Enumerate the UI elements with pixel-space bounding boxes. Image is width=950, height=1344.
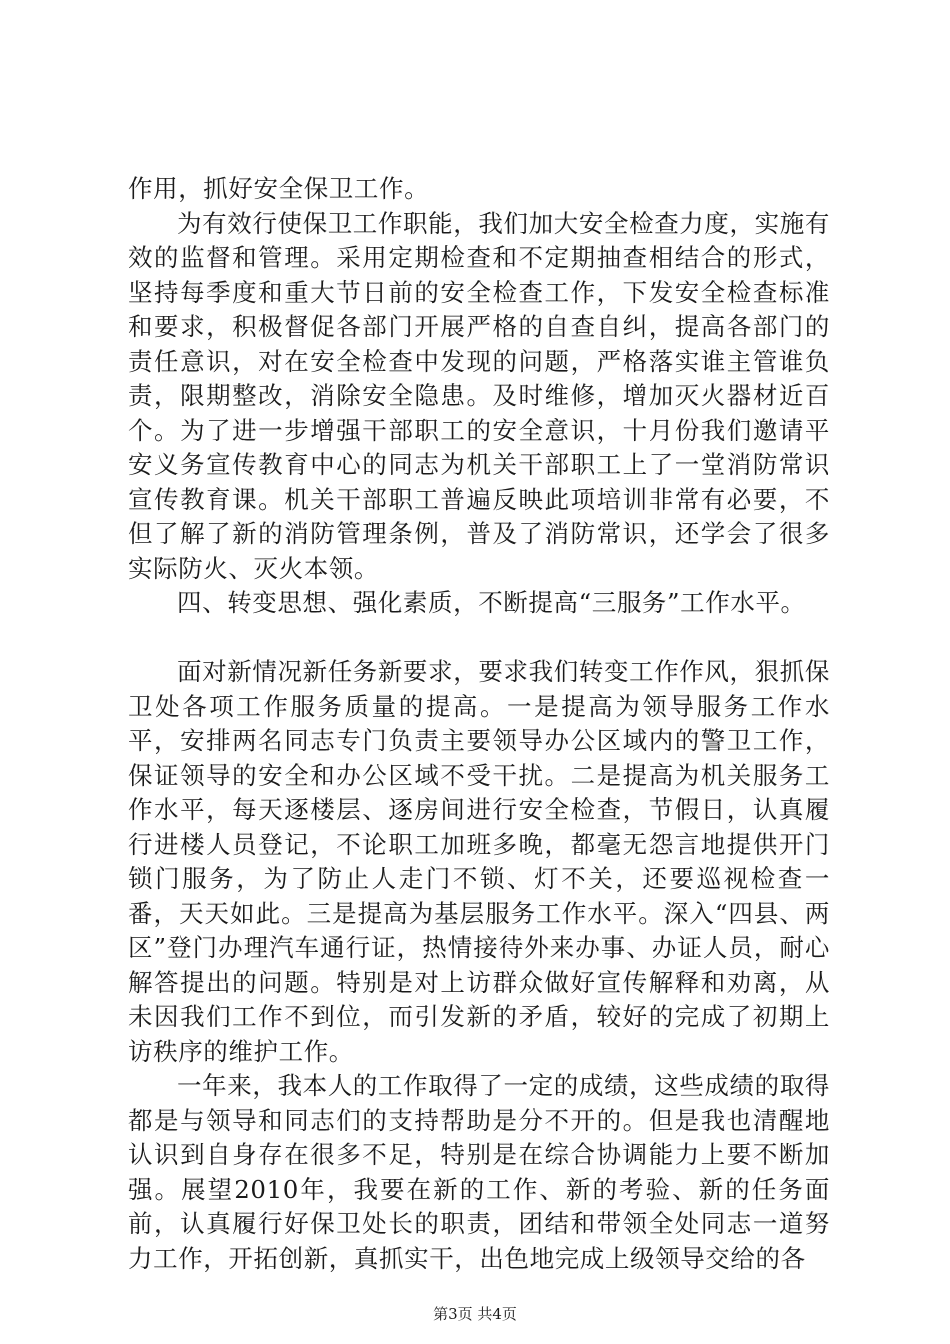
section-heading-four: 四、转变思想、强化素质，不断提高“三服务”工作水平。: [177, 588, 806, 617]
paragraph-safety-inspection: 为有效行使保卫工作职能，我们加大安全检查力度，实施有效的监督和管理。采用定期检查和不定期抽查相结合的形式，坚持每季度和重大节日前的安全检查工作，下发安全检查标准和要求，积极督促各部门开展严格的自查自纠，提高各部门的责任意识，对在安全检查中发现的问题，严格落实谁主管谁负责，限期整改，消除安全隐患。及时维修，增加灭火器材近百个。为了进一步增强干部职工的安全意识，十月份我们邀请平安义务宣传教育中心的同志为机关干部职工上了一堂消防常识宣传教育课。机关干部职工普遍反映此项培训非常有必要，不但了解了新的消防管理条例，普及了消防常识，还学会了很多实际防火、灭火本领。: [128, 208, 830, 583]
paragraph-year-summary: 一年来，我本人的工作取得了一定的成绩，这些成绩的取得都是与领导和同志们的支持帮助是分不开的。但是我也清醒地认识到自身存在很多不足，特别是在综合协调能力上要不断加强。展望2010年，我要在新的工作、新的考验、新的任务面前，认真履行好保卫处长的职责，团结和带领全处同志一道努力工作，开拓创新，真抓实干，出色地完成上级领导交给的各: [128, 1071, 830, 1273]
page-footer: 第3页 共4页: [433, 1305, 517, 1323]
blank-line: [128, 621, 830, 656]
body-text: [128, 172, 830, 1276]
paragraph-service-quality: 面对新情况新任务新要求，要求我们转变工作作风，狠抓保卫处各项工作服务质量的提高。一是提高为领导服务工作水平，安排两名同志专门负责主要领导办公区域内的警卫工作，保证领导的安全和办公区域不受干扰。二是提高为机关服务工作水平，每天逐楼层、逐房间进行安全检查，节假日，认真履行进楼人员登记，不论职工加班多晚，都毫无怨言地提供开门锁门服务，为了防止人走门不锁、灯不关，还要巡视检查一番，天天如此。三是提高为基层服务工作水平。深入“四县、两区”登门办理汽车通行证，热情接待外来办事、办证人员，耐心解答提出的问题。特别是对上访群众做好宣传解释和劝离，从未因我们工作不到位，而引发新的矛盾，较好的完成了初期上访秩序的维护工作。: [128, 657, 830, 1066]
paragraph-continuation: 作用，抓好安全保卫工作。: [128, 174, 430, 203]
